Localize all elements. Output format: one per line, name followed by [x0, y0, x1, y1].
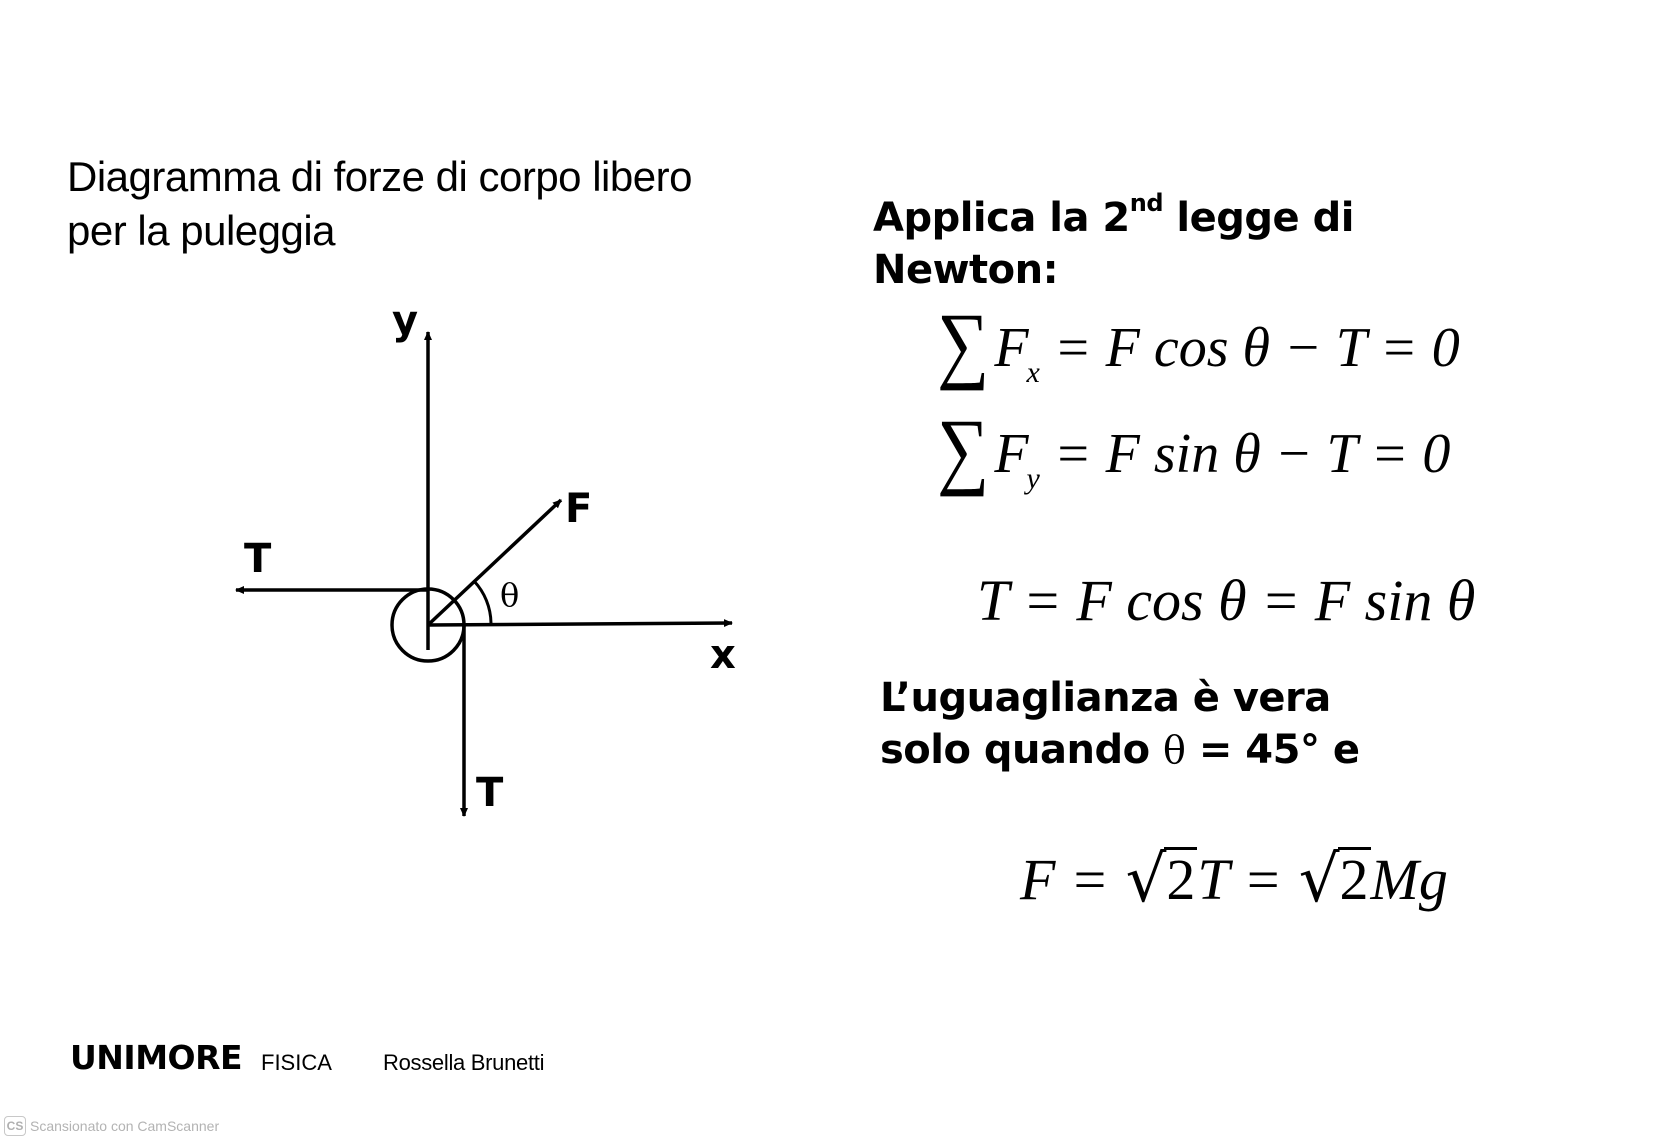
free-body-diagram: [200, 290, 760, 850]
eq4-mid: T =: [1197, 847, 1297, 912]
x-axis-label: x: [710, 632, 736, 678]
title-line-2: per la puleggia: [67, 207, 336, 254]
y-axis-label: y: [392, 298, 419, 344]
newton-heading: [873, 188, 1354, 296]
newton-heading-line-1: [873, 188, 1354, 244]
footer-course: FISICA: [261, 1050, 332, 1075]
sqrt-1: [1124, 842, 1198, 916]
angle-arc: [474, 581, 491, 623]
heading-superscript: nd: [1129, 188, 1163, 217]
angle-theta-label: θ: [500, 576, 520, 614]
x-axis: [428, 623, 732, 625]
force-f-arrow: [428, 500, 561, 625]
sigma-symbol: ∑: [937, 401, 990, 497]
force-f-label: F: [565, 486, 593, 532]
slide-title: [67, 150, 787, 258]
newton-heading-line-2: Newton:: [873, 247, 1059, 293]
equation-sum-fy: [937, 398, 1450, 508]
camscanner-text: Scansionato con CamScanner: [30, 1118, 220, 1134]
footer-author: Rossella Brunetti: [383, 1050, 545, 1075]
note-after: = 45° e: [1185, 727, 1360, 773]
eq4-lhs: F =: [1020, 847, 1124, 912]
tension-left-label: T: [244, 536, 272, 582]
camscanner-logo-icon: CS: [4, 1116, 26, 1136]
heading-text-after: legge di: [1163, 195, 1354, 241]
sqrt-2: [1297, 842, 1371, 916]
eq1-lhs-var: F: [994, 317, 1029, 379]
equality-note-line-1: L’uguaglianza è vera: [880, 675, 1331, 721]
eq1-subscript: x: [1026, 356, 1040, 389]
sqrt-sign-2: √: [1298, 843, 1340, 917]
title-line-1: Diagramma di forze di corpo libero: [67, 153, 692, 200]
equality-note: [880, 672, 1360, 776]
radicand-2: 2: [1339, 847, 1369, 912]
sigma-symbol: ∑: [937, 295, 990, 391]
eq2-subscript: y: [1026, 462, 1040, 495]
eq4-tail: Mg: [1370, 847, 1448, 912]
note-before: solo quando: [880, 727, 1164, 773]
radicand-1: 2: [1166, 847, 1196, 912]
eq2-lhs-var: F: [994, 423, 1029, 485]
sqrt-sign-1: √: [1125, 843, 1167, 917]
heading-text-before: Applica la 2: [873, 195, 1130, 241]
footer-brand: UNIMORE: [70, 1038, 243, 1077]
eq1-rhs: = F cos θ − T = 0: [1039, 317, 1460, 379]
note-theta: θ: [1163, 728, 1186, 772]
equation-f-sqrt2: [1020, 842, 1448, 916]
tension-down-label: T: [476, 770, 504, 816]
camscanner-watermark: [4, 1116, 219, 1136]
equation-t-equality: [977, 566, 1475, 636]
equation-sum-fx: [937, 292, 1460, 402]
eq2-rhs: = F sin θ − T = 0: [1039, 423, 1451, 485]
equality-note-line-2: [880, 724, 1360, 776]
eq3-text: T = F cos θ = F sin θ: [977, 568, 1476, 633]
